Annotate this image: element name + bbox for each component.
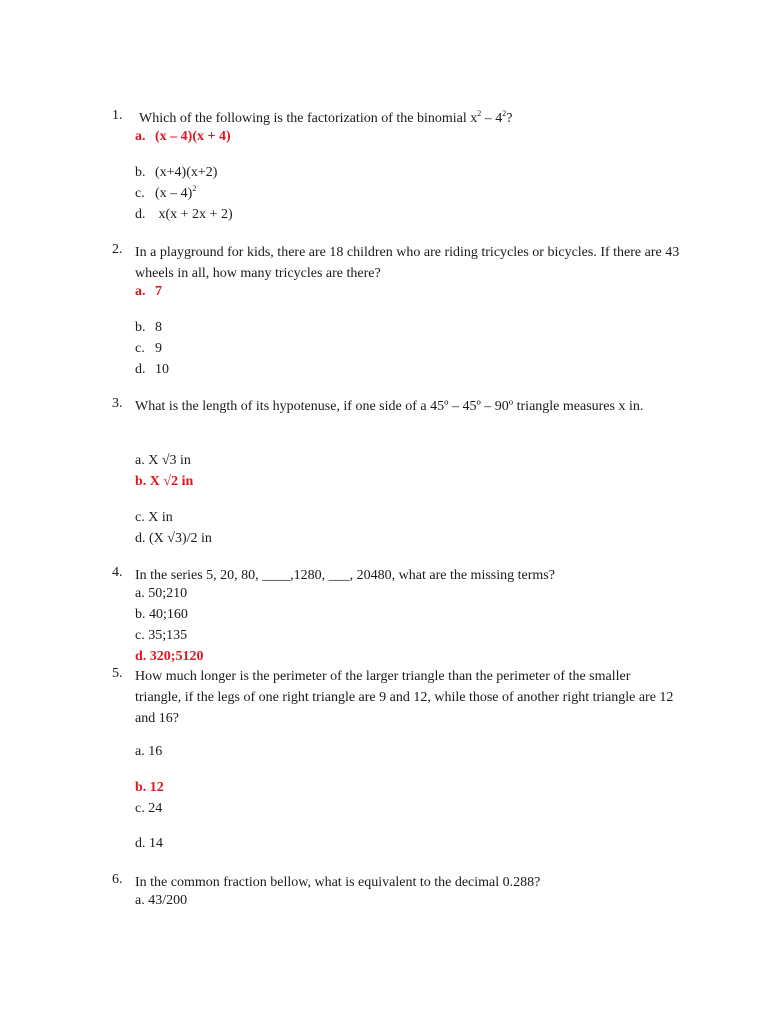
option-d-correct: d. 320;5120 <box>135 649 204 664</box>
option-b: b. (x+4)(x+2) <box>135 165 218 180</box>
question-text: In the series 5, 20, 80, ____,1280, ___, 20480, what are the missing terms? <box>135 568 555 583</box>
option-a: a. 16 <box>135 744 163 759</box>
option-b-correct: b. X √2 in <box>135 474 194 489</box>
option-c: c. 35;135 <box>135 628 188 643</box>
option-a: a. 50;210 <box>135 586 188 601</box>
option-d: d. 14 <box>135 836 163 851</box>
option-c: c. 9 <box>135 341 162 356</box>
option-d: d. (X √3)/2 in <box>135 531 212 546</box>
question-text: Which of the following is the factorization of the binomial $x^2 - 4^2$? <box>139 109 513 126</box>
question-number: 5. <box>112 666 123 681</box>
question-text: How much longer is the perimeter of the larger triangle than the perimeter of the smaller triangle, if the legs of one right triangle are 9 and 12, while those of another right triangle are 12 and 16? <box>135 669 674 726</box>
question-number: 4. <box>112 565 123 580</box>
question-text: In the common fraction bellow, what is equivalent to the decimal 0.288? <box>135 875 541 890</box>
option-a-correct: a. 7 <box>135 284 162 299</box>
option-a: a. 43/200 <box>135 893 188 908</box>
option-a-correct: a. (x – 4)(x + 4) <box>135 129 231 144</box>
option-a: a. X √3 in <box>135 453 191 468</box>
option-b: b. 40;160 <box>135 607 188 622</box>
question-text: What is the length of its hypotenuse, if one side of a 45º – 45º – 90º triangle measures x in. <box>135 399 644 414</box>
option-b-correct: b. 12 <box>135 780 164 795</box>
question-number: 1. <box>112 108 123 123</box>
question-number: 3. <box>112 396 123 411</box>
question-number: 2. <box>112 242 123 257</box>
exponent: 2 <box>477 109 482 118</box>
question-text: In a playground for kids, there are 18 children who are riding tricycles or bicycles. If there are 43 wheels in all, how many tricycles are there? <box>135 245 680 281</box>
option-d: d. 10 <box>135 362 169 377</box>
option-d: d. x(x + 2x + 2) <box>135 207 233 222</box>
option-c: c. (x – 4)$^2$ <box>135 184 197 201</box>
option-c: c. X in <box>135 510 173 525</box>
option-b: b. 8 <box>135 320 162 335</box>
exponent: 2 <box>192 184 197 193</box>
question-number: 6. <box>112 872 123 887</box>
exponent: 2 <box>502 109 507 118</box>
option-c: c. 24 <box>135 801 163 816</box>
